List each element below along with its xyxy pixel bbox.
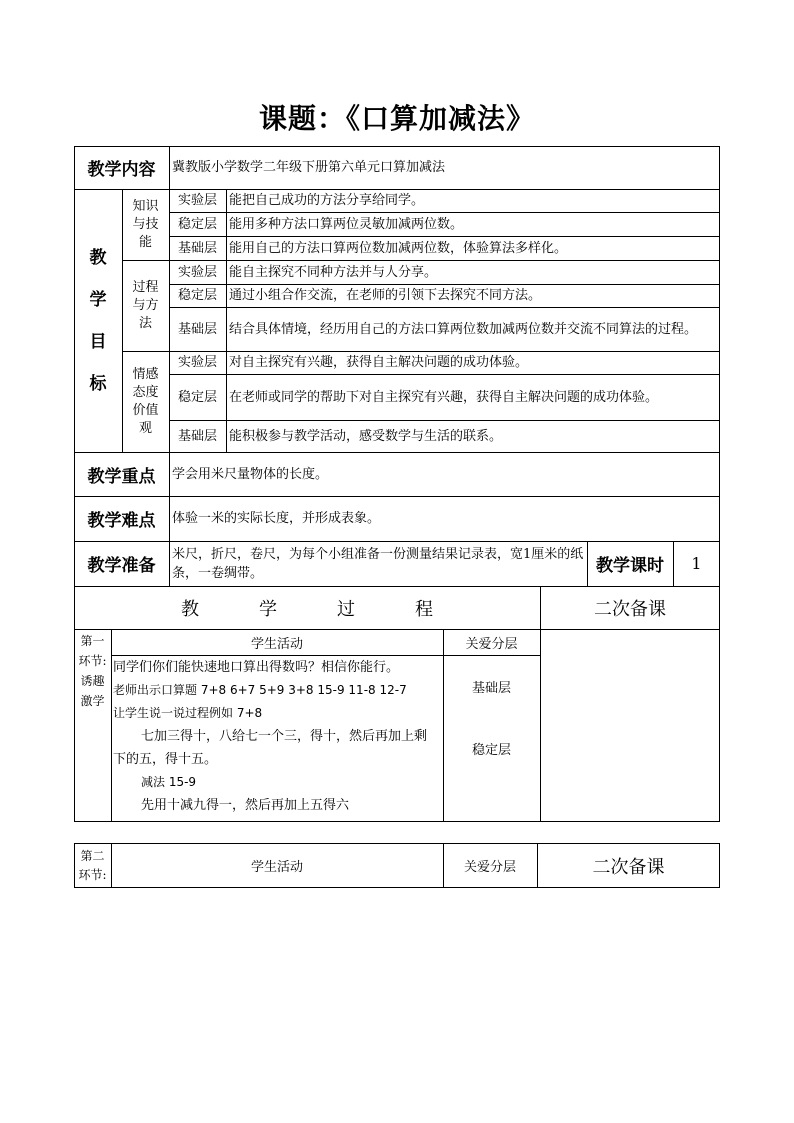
page-title: 课题：《口算加减法》 xyxy=(258,102,535,135)
section2-label: 第二 环节: xyxy=(78,848,107,882)
prep-label: 教学准备 xyxy=(87,556,156,576)
activity-line: 让学生说一说过程例如 7+8 xyxy=(113,706,263,720)
goal-text: 能积极参与教学活动，感受数学与生活的联系。 xyxy=(229,428,503,444)
difficulty-value: 体验一米的实际长度，并形成表象。 xyxy=(172,511,381,526)
goal-text: 在老师或同学的帮助下对自主探究有兴趣，获得自主解决问题的成功体验。 xyxy=(229,389,659,405)
section1-level-1: 基础层 xyxy=(471,680,511,696)
goal-group-knowledge: 知识 与技 能 xyxy=(132,198,159,250)
hours-label: 教学课时 xyxy=(596,556,664,576)
backup-header: 二次备课 xyxy=(594,598,666,620)
process-header: 教 学 过 程 xyxy=(181,598,433,620)
content-value: 冀教版小学数学二年级下册第六单元口算加减法 xyxy=(172,160,446,175)
goal-text: 能把自己成功的方法分享给同学。 xyxy=(229,193,425,208)
goal-group-emotion: 情感 态度 价值 观 xyxy=(132,366,159,436)
activity-line: 下的五，得十五。 xyxy=(113,752,218,767)
activity-line: 先用十减九得一，然后再加上五得六 xyxy=(141,798,350,813)
goal-text: 能用多种方法口算两位灵敏加减两位数。 xyxy=(229,216,464,232)
activity-line: 七加三得十，八给七一个三，得十，然后再加上剩 xyxy=(141,729,428,744)
activity-line: 同学们你们能快速地口算出得数吗？相信你能行。 xyxy=(113,660,400,675)
activity-line: 老师出示口算题 7+8 6+7 5+9 3+8 15-9 11-8 12-7 xyxy=(113,683,407,697)
hours-value: 1 xyxy=(691,554,702,573)
goal-level: 实验层 xyxy=(177,355,217,370)
section1-level-header: 关爱分层 xyxy=(465,636,518,652)
activity-line: 减法 15-9 xyxy=(141,775,197,789)
section1-activity-text xyxy=(113,656,443,821)
section1-label: 第一 环节: 诱趣 激学 xyxy=(78,634,107,708)
goal-text: 通过小组合作交流，在老师的引领下去探究不同方法。 xyxy=(229,288,542,303)
goal-level: 稳定层 xyxy=(177,389,217,405)
goal-group-process: 过程 与方 法 xyxy=(132,279,159,331)
key-point-label: 教学重点 xyxy=(87,466,156,487)
section2-activity-header: 学生活动 xyxy=(250,860,303,875)
goal-text: 能用自己的方法口算两位数加减两位数，体验算法多样化。 xyxy=(229,240,568,256)
goal-level: 实验层 xyxy=(177,264,217,280)
goal-level: 实验层 xyxy=(177,193,217,208)
goal-level: 基础层 xyxy=(177,428,217,444)
goal-level: 基础层 xyxy=(177,321,217,337)
goal-text: 能自主探究不同种方法并与人分享。 xyxy=(229,264,438,280)
section1-level-2: 稳定层 xyxy=(471,742,511,758)
prep-value: 米尺，折尺，卷尺，为每个小组准备一份测量结果记录表，宽1厘米的纸条，一卷绸带。 xyxy=(172,546,584,581)
difficulty-label: 教学难点 xyxy=(87,511,156,531)
goal-text: 结合具体情境，经历用自己的方法口算两位数加减两位数并交流不同算法的过程。 xyxy=(229,321,698,337)
goal-text: 对自主探究有兴趣，获得自主解决问题的成功体验。 xyxy=(229,355,529,370)
section1-activity-header: 学生活动 xyxy=(250,636,303,652)
key-point-value: 学会用米尺量物体的长度。 xyxy=(172,466,329,482)
goal-level: 基础层 xyxy=(177,240,217,256)
content-label: 教学内容 xyxy=(87,160,156,180)
goal-level: 稳定层 xyxy=(177,216,217,232)
section2-backup-header: 二次备课 xyxy=(592,856,665,878)
goal-level: 稳定层 xyxy=(177,288,217,303)
goals-label: 教 学 目 标 xyxy=(89,247,107,394)
section2-level-header: 关爱分层 xyxy=(463,860,516,875)
